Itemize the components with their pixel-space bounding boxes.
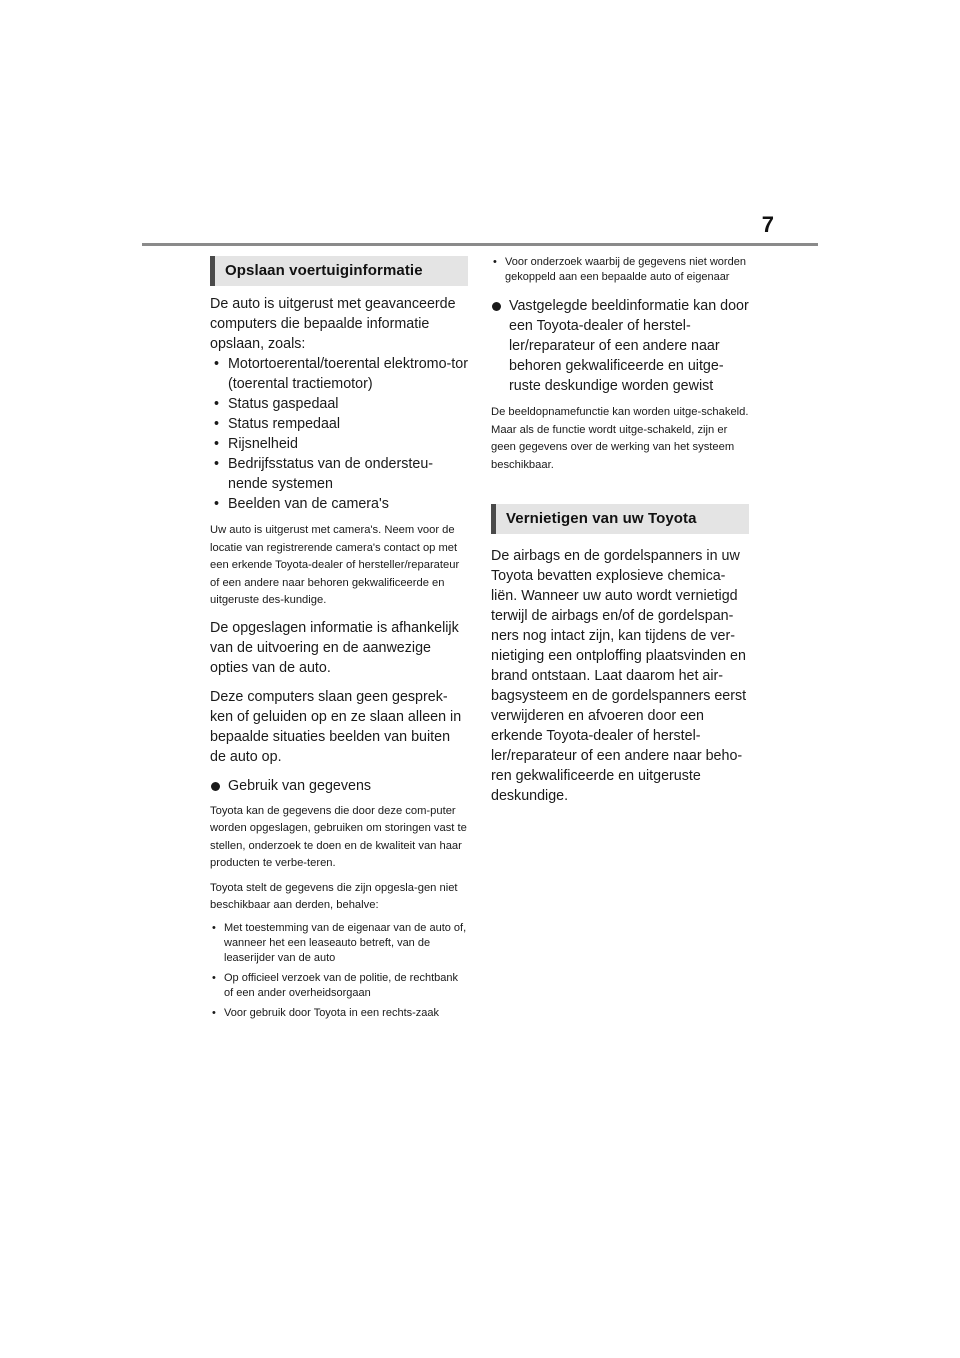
list-item: • Op officieel verzoek van de politie, de rechtbank of een ander overheidsorgaan [210, 971, 468, 1001]
section-title-storage: Opslaan voertuiginformatie [210, 256, 468, 286]
list-item: • Met toestemming van de eigenaar van de auto of, wanneer het een leaseauto betreft, van de leaserijder van de auto [210, 921, 468, 966]
stored-info-paragraph: De opgeslagen informatie is afhankelijk van de uitvoering en de aanwezige opties van de auto. [210, 619, 459, 676]
usage-heading-text: Gebruik van gegevens [228, 777, 372, 794]
image-info-heading-text: Vastgelegde beeldinformatie kan door een Toyota-dealer of herstel-ler/reparateur of een andere naar behoren gekwalificeerde en uitge-ruste deskundige worden gewist [509, 298, 749, 394]
exceptions-list [210, 921, 468, 1021]
list-item: • Rijsnelheid [210, 434, 468, 454]
list-item: • Bedrijfsstatus van de ondersteu-nende systemen [210, 454, 468, 494]
bullet-dot-icon [492, 302, 501, 311]
page-number: 7 [761, 212, 774, 237]
list-item: • Status gaspedaal [210, 394, 468, 414]
camera-note: Uw auto is uitgerust met camera's. Neem voor de locatie van registrerende camera's contact op met een erkende Toyota-dealer of hersteller/reparateur of een andere naar behoren gekwalificeerde en uitgeruste des-kundige. [210, 524, 460, 606]
bullet-dot-icon [211, 782, 220, 791]
image-info-heading [491, 296, 749, 396]
disposal-paragraph: De airbags en de gordelspanners in uw Toyota bevatten explosieve chemica-liën. Wanneer uw auto wordt vernietigd terwijl de airbags en/of de gordelspan-ners nog intact zijn, kan tijdens de ver-nietiging een ontploffing plaatsvinden en brand ontstaan. Laat daarom het air-bagsysteem en de gordelspanners eerst verwijderen en afvoeren door een erkende Toyota-dealer of herstel-ler/reparateur of een andere naar beho-ren gekwalificeerde en uitgeruste deskundige. [491, 548, 747, 804]
list-item: • Voor gebruik door Toyota in een rechts-zaak [210, 1006, 468, 1021]
list-item: • Beelden van de camera's [210, 494, 468, 514]
section-title-disposal: Vernietigen van uw Toyota [491, 504, 749, 534]
header-rule [142, 243, 818, 246]
right-column [491, 256, 749, 806]
list-item: • Status rempedaal [210, 414, 468, 434]
usage-text-2: Toyota stelt de gegevens die zijn opgesla-gen niet beschikbaar aan derden, behalve: [210, 881, 458, 911]
recording-paragraph: Deze computers slaan geen gesprek-ken of geluiden op en ze slaan alleen in bepaalde situaties beelden van buiten de auto op. [210, 688, 462, 765]
stored-info-list [210, 354, 468, 514]
list-item: • Voor onderzoek waarbij de gegevens niet worden gekoppeld aan een bepaalde auto of eigenaar [491, 255, 749, 285]
list-item: • Motortoerental/toerental elektromo-tor (toerental tractiemotor) [210, 354, 468, 394]
left-column [210, 256, 468, 1021]
usage-heading [210, 776, 468, 796]
exceptions-list-continued [491, 255, 749, 285]
intro-paragraph: De auto is uitgerust met geavanceerde computers die bepaalde informatie opslaan, zoals: [210, 296, 456, 352]
usage-text-1: Toyota kan de gegevens die door deze com-puter worden opgeslagen, gebruiken om storingen vast te stellen, onderzoek te doen en de kwaliteit van haar producten te verbe-teren. [210, 804, 467, 869]
image-note: De beeldopnamefunctie kan worden uitge-schakeld. Maar als de functie wordt uitge-schakeld, zijn er geen gegevens over de werking van het systeem beschikbaar. [491, 406, 749, 471]
